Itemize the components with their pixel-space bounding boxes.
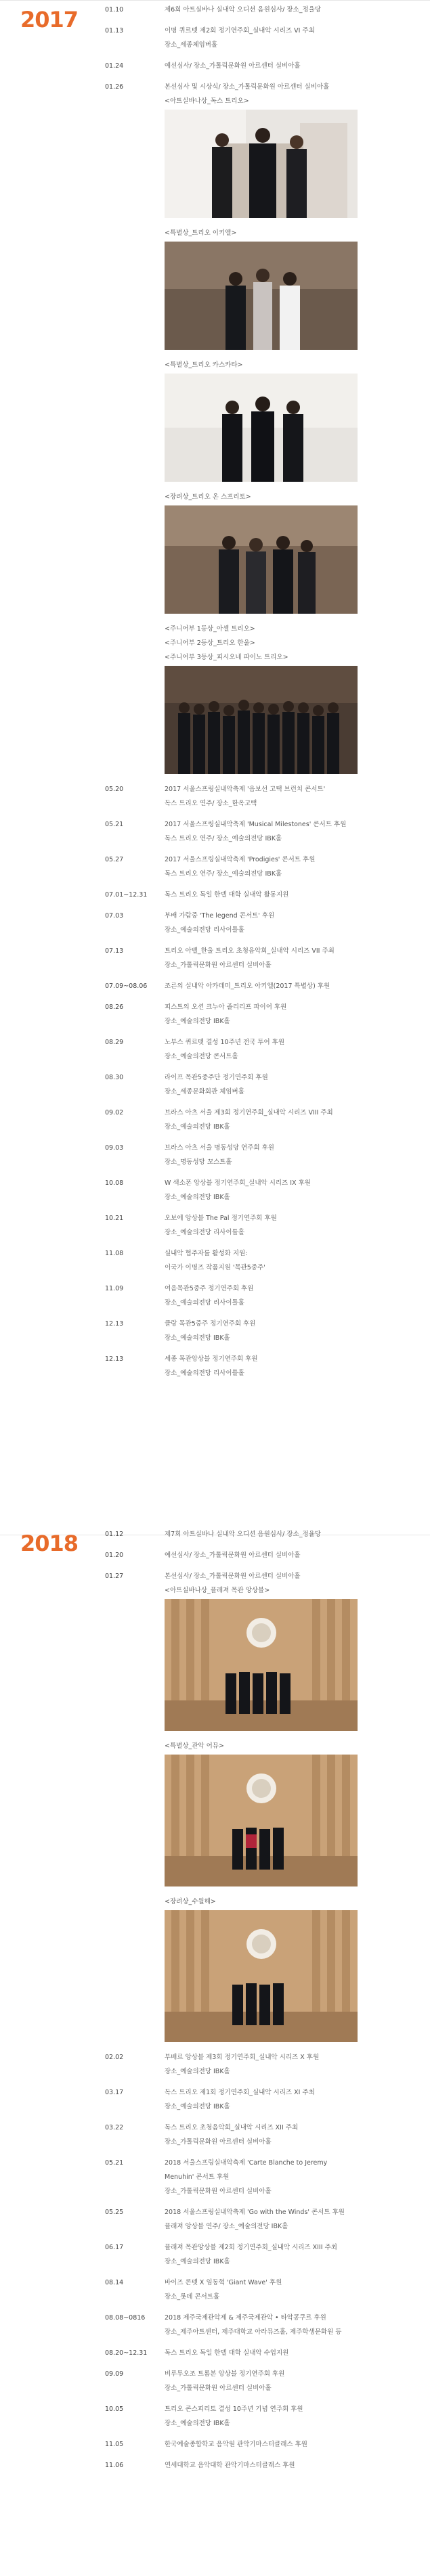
timeline-date: 08.29 xyxy=(105,1039,124,1046)
timeline-row xyxy=(105,1176,423,1190)
timeline-text: 세종 목관앙상블 정기연주회 후원 xyxy=(165,1355,258,1363)
timeline-text: 플래져 앙상블 연주/ 장소_예술의전당 IBK홀 xyxy=(165,2223,288,2230)
timeline-row xyxy=(105,1331,423,1345)
photo-award-2018-1 xyxy=(165,1599,423,1731)
timeline-date: 03.22 xyxy=(105,2124,124,2131)
photo-caption: <주니어부 3등상_피시오네 파이노 트리오> xyxy=(165,654,288,661)
timeline-date: 08.20~12.31 xyxy=(105,2349,148,2357)
timeline-date: 08.26 xyxy=(105,1003,124,1011)
timeline-text: 장소_롯데 콘서트홀 xyxy=(165,2293,220,2301)
timeline-text: 장소_가톨릭문화원 아르센터 실비아홀 xyxy=(165,2385,272,2392)
timeline-date: 05.25 xyxy=(105,2209,124,2216)
timeline-date: 09.09 xyxy=(105,2370,124,2378)
timeline-row xyxy=(105,1035,423,1049)
timeline-row xyxy=(105,2346,423,2360)
timeline-row xyxy=(105,1366,423,1380)
timeline-date xyxy=(105,2325,165,2339)
timeline-date xyxy=(105,2170,165,2184)
timeline-row xyxy=(105,2325,423,2339)
timeline-row xyxy=(105,2184,423,2198)
timeline-text: 2018 서울스프링실내악축제 'Carte Blanche to Jeremy xyxy=(165,2159,328,2167)
timeline-text: 장소_명동성당 꼬스트홀 xyxy=(165,1158,232,1166)
timeline-date xyxy=(105,2135,165,2149)
timeline-row xyxy=(105,832,423,846)
timeline-date xyxy=(105,1085,165,1099)
timeline-text: 독스 트리오 독일 한델 대학 실내악 활동지원 xyxy=(165,891,289,899)
timeline-date: 10.05 xyxy=(105,2405,124,2413)
timeline-row xyxy=(105,853,423,867)
timeline-text: 장소_예술의전당 IBK홀 xyxy=(165,1334,230,1342)
timeline-row xyxy=(105,1282,423,1296)
timeline-date: 09.02 xyxy=(105,1109,124,1116)
photo-caption: <특별상_트리오 카스카타> xyxy=(165,361,243,369)
timeline-text: 장소_예술의전당 IBK홀 xyxy=(165,2103,230,2110)
timeline-date: 07.01~12.31 xyxy=(105,891,148,899)
timeline-text: 부배 가람중 'The legend 콘서트' 후원 xyxy=(165,912,275,920)
timeline-row xyxy=(105,1261,423,1275)
timeline-row xyxy=(105,958,423,972)
timeline-row xyxy=(105,979,423,993)
timeline-text: 독스 트리오 연주/ 장소_한옥고택 xyxy=(165,800,257,807)
timeline-row xyxy=(105,2100,423,2114)
timeline-text: 장소_예술의전당 IBK홀 xyxy=(165,1194,230,1201)
timeline-row xyxy=(105,1000,423,1014)
timeline-date xyxy=(105,2290,165,2304)
timeline-text: 여음목관5중주 정기연주회 후원 xyxy=(165,1285,254,1292)
timeline-date xyxy=(105,923,165,937)
timeline-text: 장소_예술의전당 리사이틀홀 xyxy=(165,1229,244,1236)
timeline-row xyxy=(105,2085,423,2100)
timeline-row xyxy=(105,2205,423,2219)
timeline-date xyxy=(105,958,165,972)
timeline-date xyxy=(105,2255,165,2269)
timeline-date: 10.21 xyxy=(105,1215,124,1222)
timeline-date: 05.27 xyxy=(105,856,124,863)
timeline-row xyxy=(105,1190,423,1204)
timeline-date xyxy=(105,38,165,52)
timeline-text: 장소_예술의전당 IBK홀 xyxy=(165,2258,230,2265)
timeline-date xyxy=(105,1120,165,1134)
timeline-date: 07.03 xyxy=(105,912,124,920)
photo-caption: <주니어부 2등상_트리오 한울> xyxy=(165,639,255,647)
timeline-row xyxy=(105,1569,423,1583)
timeline-text: 장소_세종체임버홀 xyxy=(165,41,218,49)
timeline-row xyxy=(105,38,423,52)
timeline-row xyxy=(105,24,423,38)
timeline-text: 브라스 아츠 서울 제3회 정기연주회_실내악 시리즈 VIII 주최 xyxy=(165,1109,333,1116)
timeline-text: 독스 트리오 제1회 정기연주회_실내악 시리즈 XI 주최 xyxy=(165,2089,315,2096)
timeline-text: 장소_가톨릭문화원 아르센터 실비아홀 xyxy=(165,962,272,969)
timeline-row xyxy=(105,944,423,958)
photo-award-2017-4 xyxy=(165,505,423,614)
timeline-text: 장소_제주아트센터, 제주대학교 아라뮤즈홀, 제주학생문화원 등 xyxy=(165,2328,342,2336)
timeline-text: 장소_예술의전당 리사이틀홀 xyxy=(165,926,244,934)
timeline-row xyxy=(105,1527,423,1541)
timeline-date: 07.09~08.06 xyxy=(105,982,148,990)
timeline-text: 부배르 앙상블 제3회 정기연주회_실내악 시리즈 X 후원 xyxy=(165,2054,320,2061)
timeline-row xyxy=(105,1296,423,1310)
timeline-text: 노부스 퀴르텟 결성 10주년 전국 투어 후원 xyxy=(165,1039,285,1046)
timeline-date xyxy=(105,1296,165,1310)
timeline-row xyxy=(105,2050,423,2064)
photo-caption: <주니어부 1등상_아셀 트리오> xyxy=(165,625,255,633)
timeline-date xyxy=(105,796,165,811)
timeline-date: 11.09 xyxy=(105,1285,124,1292)
timeline-text: 장소_가톨릭문화원 아르센터 실비아홀 xyxy=(165,2188,272,2195)
timeline-date xyxy=(105,1331,165,1345)
timeline-row xyxy=(105,1141,423,1155)
timeline-row xyxy=(105,888,423,902)
timeline-text: 2017 서울스프링실내악축제 'Prodigies' 콘서트 후원 xyxy=(165,856,316,863)
timeline-text: 장소_예술의전당 콘서트홀 xyxy=(165,1053,238,1060)
timeline-date: 01.20 xyxy=(105,1552,124,1559)
timeline-date xyxy=(105,867,165,881)
timeline-row xyxy=(105,1120,423,1134)
photo-award-2017-1 xyxy=(165,110,423,218)
timeline-row xyxy=(105,2367,423,2381)
timeline-text: 본선심사 및 시상식/ 장소_가톨릭문화원 아르센터 실비아홀 xyxy=(165,83,330,91)
timeline-text: 본선심사/ 장소_가톨릭문화원 아르센터 실비아홀 xyxy=(165,1573,301,1580)
timeline-text: 독스 트리오 연주/ 장소_예술의전당 IBK홀 xyxy=(165,835,282,842)
timeline-row xyxy=(105,1070,423,1085)
timeline-date xyxy=(105,1014,165,1029)
timeline-row xyxy=(105,782,423,796)
timeline-text: 장소_예술의전당 IBK홀 xyxy=(165,2068,230,2075)
photo-award-2017-2 xyxy=(165,242,423,350)
photo-caption: <아트실바나상_플레져 목관 앙상블> xyxy=(165,1587,270,1594)
timeline-text: 플래져 목관앙상블 제2회 정기연주회_실내악 시리즈 XIII 주최 xyxy=(165,2244,337,2251)
timeline-text: 바이즈 콘텟 X 임동혁 'Giant Wave' 후원 xyxy=(165,2279,282,2286)
timeline-text: 2018 서울스프링실내악축제 'Go with the Winds' 콘서트 후원 xyxy=(165,2209,345,2216)
timeline-date: 02.02 xyxy=(105,2054,124,2061)
timeline-date: 12.13 xyxy=(105,1320,124,1328)
timeline-date xyxy=(105,1190,165,1204)
timeline-text: 제6회 아트실바나 실내악 오디션 음원심사/ 장소_정율당 xyxy=(165,6,321,14)
timeline-row xyxy=(105,1246,423,1261)
timeline-row xyxy=(105,817,423,832)
timeline-date xyxy=(105,1155,165,1169)
timeline-row xyxy=(105,3,423,17)
timeline-text: 트리오 콘스피리토 결성 10주년 기념 연주회 후원 xyxy=(165,2405,303,2413)
timeline-date: 03.17 xyxy=(105,2089,124,2096)
timeline-text: 한국예술종합학교 음악원 관악기마스터클래스 후원 xyxy=(165,2441,307,2448)
timeline-date: 08.30 xyxy=(105,1074,124,1081)
timeline-row xyxy=(105,2311,423,2325)
timeline-date: 06.17 xyxy=(105,2244,124,2251)
year-heading-2017: 2017 xyxy=(20,7,79,32)
timeline-text: 독스 트리오 연주/ 장소_예술의전당 IBK홀 xyxy=(165,870,282,878)
timeline-row xyxy=(105,2437,423,2451)
timeline-date: 11.08 xyxy=(105,1250,124,1257)
timeline-row xyxy=(105,59,423,73)
timeline-text: 오보에 앙상블 The Pal 정기연주회 후원 xyxy=(165,1215,277,1222)
timeline-date: 10.08 xyxy=(105,1179,124,1187)
timeline-row xyxy=(105,2121,423,2135)
timeline-text: 라이프 목관5중주단 정기연주회 후원 xyxy=(165,1074,268,1081)
timeline-date xyxy=(105,2416,165,2431)
photo-award-2018-2 xyxy=(165,1755,423,1886)
timeline-row xyxy=(105,2276,423,2290)
timeline-row xyxy=(105,2240,423,2255)
timeline-2017 xyxy=(105,3,423,1380)
top-divider xyxy=(0,0,430,1)
timeline-row xyxy=(105,2381,423,2395)
timeline-text: 조른의 실내악 아카데미_트리오 아키엘(2017 특별상) 후원 xyxy=(165,982,330,990)
timeline-date xyxy=(105,1225,165,1240)
photo-caption: <특별상_트리오 이키엘> xyxy=(165,229,237,237)
timeline-date: 08.14 xyxy=(105,2279,124,2286)
timeline-row xyxy=(105,2156,423,2170)
timeline-text: 비루투오조 트롬본 앙상블 정기연주회 후원 xyxy=(165,2370,285,2378)
timeline-date: 01.12 xyxy=(105,1531,124,1538)
timeline-row xyxy=(105,1085,423,1099)
timeline-text: 이국가 이명즈 작품지원 '목관5중주' xyxy=(165,1264,265,1271)
timeline-text: 피스트의 오션 크누아 졸리리프 파이어 후원 xyxy=(165,1003,287,1011)
timeline-date: 05.20 xyxy=(105,786,124,793)
timeline-text: 예선심사/ 장소_가톨릭문화원 아르센터 실비아홀 xyxy=(165,62,301,70)
timeline-date xyxy=(105,2219,165,2234)
photo-award-2017-5 xyxy=(165,666,423,774)
timeline-row xyxy=(105,1352,423,1366)
timeline-text: 연세대학교 음악대학 관악기마스터클래스 후원 xyxy=(165,2462,295,2469)
timeline-text: 장소_예술의전당 IBK홀 xyxy=(165,2420,230,2427)
timeline-row xyxy=(105,867,423,881)
timeline-row xyxy=(105,2170,423,2184)
timeline-row xyxy=(105,2290,423,2304)
timeline-row xyxy=(105,2135,423,2149)
timeline-row xyxy=(105,923,423,937)
timeline-text: 실내악 협주자를 활성화 지원: xyxy=(165,1250,248,1257)
timeline-row xyxy=(105,1317,423,1331)
timeline-date: 01.26 xyxy=(105,83,124,91)
timeline-row xyxy=(105,80,423,94)
timeline-2018 xyxy=(105,1527,423,2472)
timeline-row xyxy=(105,1049,423,1064)
timeline-text: 2017 서울스프링실내악축제 '음보선 고택 브런치 콘서트' xyxy=(165,786,326,793)
timeline-row xyxy=(105,796,423,811)
timeline-text: 예선심사/ 장소_가톨릭문화원 아르센터 실비아홀 xyxy=(165,1552,301,1559)
timeline-row xyxy=(105,1548,423,1562)
timeline-text: Menuhin' 콘서트 후원 xyxy=(165,2173,230,2181)
timeline-date: 07.13 xyxy=(105,947,124,955)
timeline-date xyxy=(105,1366,165,1380)
timeline-date xyxy=(105,832,165,846)
photo-caption: <장려상_트리오 온 스프리토> xyxy=(165,493,251,501)
timeline-text: 장소_예술의전당 리사이틀홀 xyxy=(165,1299,244,1307)
timeline-text: 장소_예술의전당 IBK홀 xyxy=(165,1123,230,1131)
timeline-text: 장소_예술의전당 리사이틀홀 xyxy=(165,1370,244,1377)
timeline-row xyxy=(105,2219,423,2234)
timeline-text: 트리오 아벨_한울 트리오 초청음악회_실내악 시리즈 VII 주최 xyxy=(165,947,335,955)
timeline-date: 09.03 xyxy=(105,1144,124,1152)
timeline-date: 01.13 xyxy=(105,27,124,35)
timeline-text: 독스 트리오 초청음악회_실내악 시리즈 XII 주최 xyxy=(165,2124,299,2131)
timeline-date: 08.08~0816 xyxy=(105,2314,146,2322)
timeline-date xyxy=(105,1261,165,1275)
photo-caption: <특별상_관악 어뮤> xyxy=(165,1742,224,1750)
timeline-date xyxy=(105,2100,165,2114)
year-heading-2018: 2018 xyxy=(20,1531,79,1556)
timeline-row xyxy=(105,2064,423,2079)
timeline-text: 장소_세종문화회관 체임버홀 xyxy=(165,1088,244,1095)
timeline-date: 11.05 xyxy=(105,2441,124,2448)
timeline-date: 05.21 xyxy=(105,821,124,828)
timeline-date xyxy=(105,2064,165,2079)
timeline-date: 01.10 xyxy=(105,6,124,14)
timeline-text: 브라스 아츠 서울 명동성당 연주회 후원 xyxy=(165,1144,274,1152)
timeline-date xyxy=(105,2184,165,2198)
timeline-text: 2018 제주국제관악제 & 제주국제관악 • 타악콩쿠르 후원 xyxy=(165,2314,326,2322)
timeline-row xyxy=(105,1106,423,1120)
photo-caption: <장려상_수월해> xyxy=(165,1898,216,1905)
timeline-row xyxy=(105,909,423,923)
timeline-text: 2017 서울스프링실내악축제 'Musical Milestones' 콘서트 후원 xyxy=(165,821,347,828)
timeline-date: 12.13 xyxy=(105,1355,124,1363)
timeline-date xyxy=(105,1049,165,1064)
photo-caption: <아트실바나상_독스 트리오> xyxy=(165,97,249,105)
photo-award-2017-3 xyxy=(165,374,423,482)
timeline-date: 11.06 xyxy=(105,2462,124,2469)
timeline-text: 독스 트리오 독일 한델 대학 실내악 수업지원 xyxy=(165,2349,289,2357)
timeline-row xyxy=(105,2416,423,2431)
timeline-text: 제7회 아트실바나 실내악 오디션 음원심사/ 장소_정율당 xyxy=(165,1531,321,1538)
timeline-text: 장소_예술의전당 IBK홀 xyxy=(165,1018,230,1025)
timeline-date: 01.27 xyxy=(105,1573,124,1580)
timeline-row xyxy=(105,1225,423,1240)
timeline-text: 이명 퀴르텟 제2회 정기연주회_실내악 시리즈 VI 주최 xyxy=(165,27,315,35)
timeline-row xyxy=(105,1014,423,1029)
timeline-date xyxy=(105,2381,165,2395)
timeline-row xyxy=(105,1155,423,1169)
timeline-date: 05.21 xyxy=(105,2159,124,2167)
timeline-date: 01.24 xyxy=(105,62,124,70)
timeline-row xyxy=(105,2402,423,2416)
timeline-text: 장소_가톨릭문화원 아르센터 실비아홀 xyxy=(165,2138,272,2146)
timeline-text: W 색소폰 앙상블 정기연주회_실내악 시리즈 IX 후원 xyxy=(165,1179,311,1187)
timeline-row xyxy=(105,1211,423,1225)
timeline-row xyxy=(105,2458,423,2472)
timeline-text: 클랑 목관5중주 정기연주회 후원 xyxy=(165,1320,256,1328)
timeline-row xyxy=(105,2255,423,2269)
photo-award-2018-3 xyxy=(165,1910,423,2042)
